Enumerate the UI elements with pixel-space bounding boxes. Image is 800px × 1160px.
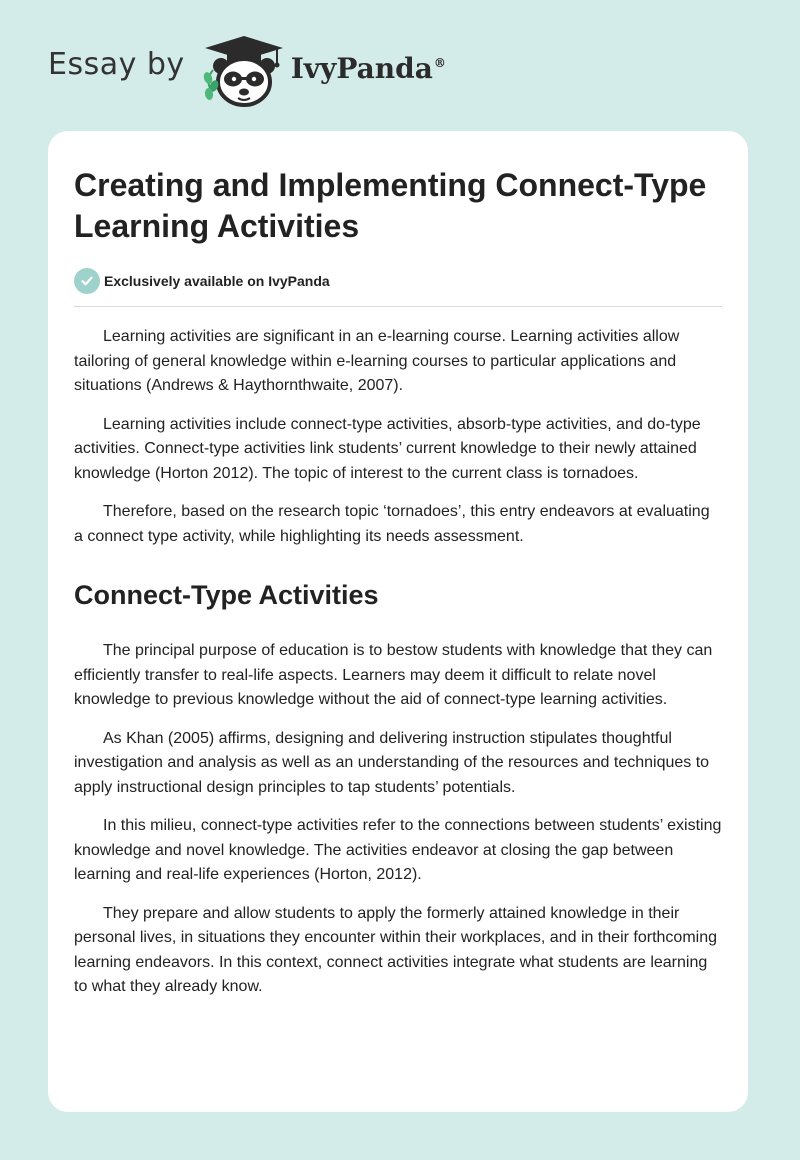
intro-paragraph: Therefore, based on the research topic ‘tornadoes’, this entry endeavors at evaluating a connect type activity, while highlighting its needs assessment. [74,503,710,545]
check-circle-icon [74,268,100,294]
brand-name: IvyPanda® [290,51,446,85]
divider [74,306,722,307]
intro-paragraph: Learning activities are significant in an e-learning course. Learning activities allow tailoring of general knowledge within e-learning courses to particular applications and situations (Andrews & Haythornthwaite, 2007). [74,328,680,394]
exclusive-badge-text: Exclusively available on IvyPanda [104,273,330,289]
section-paragraph: They prepare and allow students to apply the formerly attained knowledge in their personal lives, in situations they encounter within their workplaces, and in their forthcoming learning endeavors. In this context, connect activities integrate what students are learning to what they already know. [74,904,717,995]
essay-by-label: Essay by [48,46,185,82]
site-header [48,30,446,110]
section-paragraph: In this milieu, connect-type activities refer to the connections between students’ existing knowledge and novel knowledge. The activities endeavor at closing the gap between learning and real-life experiences (Horton, 2012). [74,817,722,883]
section-paragraph: The principal purpose of education is to bestow students with knowledge that they can efficiently transfer to real-life aspects. Learners may deem it difficult to relate novel knowledge to previous knowledge without the aid of connect-type learning activities. [74,642,713,708]
ivypanda-logo-icon [199,30,289,110]
intro-paragraph: Learning activities include connect-type activities, absorb-type activities, and do-type activities. Connect-type activities link students’ current knowledge to their newly attained knowledge (Horton 2012). The topic of interest to the current class is tornadoes. [74,415,701,482]
exclusive-badge [74,267,722,295]
essay-card [48,131,748,1112]
essay-title: Creating and Implementing Connect-Type Learning Activities [74,167,707,244]
section-heading: Connect-Type Activities [74,580,379,610]
section-paragraph: As Khan (2005) affirms, designing and delivering instruction stipulates thoughtful investigation and analysis as well as an understanding of the resources and techniques to apply instructional design principles to tap students’ potentials. [74,729,710,796]
